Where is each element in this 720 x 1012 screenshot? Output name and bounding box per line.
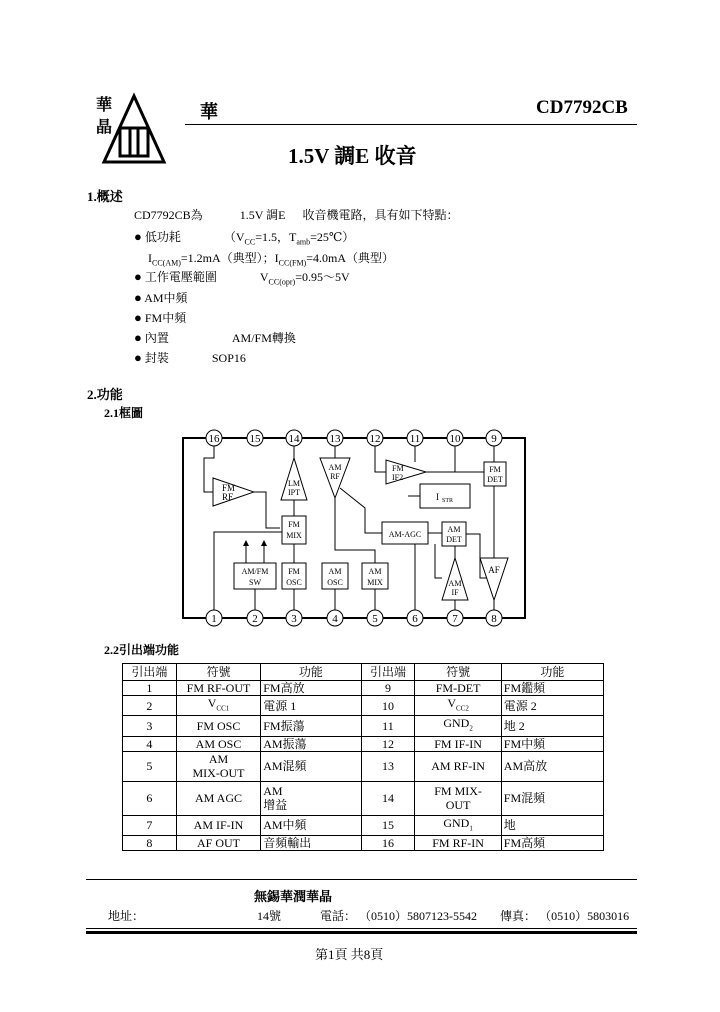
cell: AM中頻 xyxy=(261,815,361,835)
table-row xyxy=(123,781,604,815)
cell: 15 xyxy=(361,815,415,835)
svg-text:IPT: IPT xyxy=(288,488,300,497)
cell: AM MIX-OUT xyxy=(176,751,260,781)
table-row xyxy=(123,736,604,751)
cell: FM IF-IN xyxy=(415,736,501,751)
feature-1: ● 低功耗 （$V_{CC}=1.5$，$T_{amb}=25℃$） xyxy=(134,229,355,247)
pin-function-heading: 2.2引出端功能 xyxy=(104,643,180,657)
cell: 11 xyxy=(361,716,415,736)
cell: 14 xyxy=(361,781,415,815)
intro-rest: 收音機電路，具有如下特點： xyxy=(302,208,459,222)
cell: 8 xyxy=(123,836,177,851)
pin-table xyxy=(122,663,604,851)
header-rule xyxy=(185,124,637,125)
section2-heading: 2.功能 xyxy=(87,387,123,402)
feature-7: ● 封裝 SOP16 xyxy=(134,350,246,365)
cell: 地 xyxy=(501,815,603,835)
pin-13: 13 xyxy=(329,433,341,445)
fax-label: 傳真： xyxy=(500,909,537,923)
cell: AF OUT xyxy=(176,836,260,851)
cell: FM振蕩 xyxy=(261,716,361,736)
pin-3: 3 xyxy=(291,613,297,625)
svg-text:晶: 晶 xyxy=(96,119,113,136)
col-function-1: 功能 xyxy=(261,664,361,681)
cell: 電源 1 xyxy=(261,696,361,716)
svg-text:AM-AGC: AM-AGC xyxy=(388,530,422,539)
cell: AM混頻 xyxy=(261,751,361,781)
pin-9: 9 xyxy=(491,433,497,445)
svg-text:FM: FM xyxy=(392,464,404,473)
cell: FM鑑頻 xyxy=(501,681,603,696)
address-label: 地址： xyxy=(108,909,145,923)
tel-label: 電話： xyxy=(320,909,357,923)
cell: $V_{CC1}$ xyxy=(176,696,260,716)
pin-16: 16 xyxy=(208,433,220,445)
cell: FM-DET xyxy=(415,681,501,696)
pin-6: 6 xyxy=(412,613,418,625)
part-number: CD7792CB xyxy=(536,97,628,118)
cell: 4 xyxy=(123,736,177,751)
fax: （0510）5803016 xyxy=(539,909,630,923)
cell: $GND_2$ xyxy=(415,716,501,736)
cell: 7 xyxy=(123,815,177,835)
svg-text:RF: RF xyxy=(330,472,340,481)
svg-text:AM: AM xyxy=(447,525,461,534)
cell: 13 xyxy=(361,751,415,781)
fm-det-block xyxy=(484,446,506,558)
pin-12: 12 xyxy=(369,433,381,445)
cell: FM混頻 xyxy=(501,781,603,815)
intro-part: CD7792CB為 xyxy=(134,208,203,222)
feature-4: ● AM中頻 xyxy=(134,290,188,305)
cell: AM 增益 xyxy=(261,781,361,815)
pin-4: 4 xyxy=(332,613,338,625)
pin-15: 15 xyxy=(249,433,261,445)
section1-heading: 1.概述 xyxy=(87,189,123,204)
svg-text:AM/FM: AM/FM xyxy=(241,567,269,576)
cell: 電源 2 xyxy=(501,696,603,716)
col-symbol-1: 符號 xyxy=(176,664,260,681)
cell: 地 2 xyxy=(501,716,603,736)
pin-11: 11 xyxy=(409,433,421,445)
block-diagram-heading: 2.1框圖 xyxy=(104,406,144,420)
pin-8: 8 xyxy=(491,613,497,625)
cell: AM振蕩 xyxy=(261,736,361,751)
svg-text:AM: AM xyxy=(368,567,382,576)
table-row xyxy=(123,681,604,696)
cell: AM RF-IN xyxy=(415,751,501,781)
page-title: 1.5V 調E 收音 xyxy=(288,144,417,168)
block-diagram xyxy=(180,428,530,628)
svg-text:AF: AF xyxy=(488,565,500,575)
cell: 3 xyxy=(123,716,177,736)
svg-text:MIX: MIX xyxy=(286,531,302,540)
cell: 6 xyxy=(123,781,177,815)
col-pin-2: 引出端 xyxy=(361,664,415,681)
intro-line xyxy=(134,206,458,223)
intro-voltage: 1.5V 調E xyxy=(239,208,286,222)
cell: 12 xyxy=(361,736,415,751)
am-rf-block xyxy=(320,446,375,563)
footer-rule-thick xyxy=(86,931,637,934)
pin-10: 10 xyxy=(449,433,461,445)
svg-text:I: I xyxy=(436,492,439,502)
svg-text:OSC: OSC xyxy=(327,578,343,587)
cell: $GND_1$ xyxy=(415,815,501,835)
footer-company: 無錫華潤華晶 xyxy=(254,889,333,904)
cell: FM中頻 xyxy=(501,736,603,751)
cell: 音頻輸出 xyxy=(261,836,361,851)
cell: AM AGC xyxy=(176,781,260,815)
col-pin-1: 引出端 xyxy=(123,664,177,681)
company-logo xyxy=(94,92,172,168)
svg-text:RF: RF xyxy=(222,492,234,502)
cell: 1 xyxy=(123,681,177,696)
cell: FM RF-OUT xyxy=(176,681,260,696)
fm-osc-block xyxy=(282,563,306,610)
logo-text: 華 xyxy=(96,97,113,114)
cell: FM高放 xyxy=(261,681,361,696)
pin-7: 7 xyxy=(452,613,458,625)
cell: FM MIX- OUT xyxy=(415,781,501,815)
pin-2: 2 xyxy=(252,613,258,625)
address: 14號 xyxy=(257,909,282,923)
cell: 10 xyxy=(361,696,415,716)
svg-text:AM: AM xyxy=(448,579,462,588)
col-function-2: 功能 xyxy=(501,664,603,681)
footer-rule-top xyxy=(86,879,637,880)
pin-5: 5 xyxy=(372,613,378,625)
tel: （0510）5807123-5542 xyxy=(359,909,478,923)
company-short: 華 xyxy=(200,102,218,122)
cell: 2 xyxy=(123,696,177,716)
cell: 16 xyxy=(361,836,415,851)
svg-text:DET: DET xyxy=(446,535,462,544)
pin-1: 1 xyxy=(211,613,217,625)
cell: $V_{CC2}$ xyxy=(415,696,501,716)
table-row xyxy=(123,716,604,736)
amfm-sw-block xyxy=(234,540,276,610)
pin-14: 14 xyxy=(288,433,300,445)
table-header-row xyxy=(123,664,604,681)
cell: FM OSC xyxy=(176,716,260,736)
feature-5: ● FM中頻 xyxy=(134,310,187,325)
col-symbol-2: 符號 xyxy=(415,664,501,681)
am-osc-block xyxy=(322,563,348,610)
svg-text:AM: AM xyxy=(328,463,342,472)
table-row xyxy=(123,815,604,835)
svg-text:IF: IF xyxy=(451,588,459,597)
svg-text:MIX: MIX xyxy=(367,578,383,587)
feature-6: ● 內置 AM/FM轉換 xyxy=(134,330,296,345)
fm-rf-block xyxy=(204,446,280,528)
cell: AM IF-IN xyxy=(176,815,260,835)
af-block xyxy=(480,558,508,610)
istr-block xyxy=(408,446,470,508)
cell: 5 xyxy=(123,751,177,781)
feature-2: $I_{CC(AM)}=1.2mA$（典型）；$I_{CC(FM)}=4.0mA$（典型） xyxy=(148,251,394,268)
footer-contact xyxy=(108,907,629,924)
svg-text:LM: LM xyxy=(288,479,300,488)
svg-text:SW: SW xyxy=(249,578,261,587)
cell: AM OSC xyxy=(176,736,260,751)
feature-3: ● 工作電壓範圍 $V_{CC(opr)}=0.95\sim 5V$ xyxy=(134,269,350,287)
am-if-block xyxy=(435,544,468,610)
footer-rule-thin xyxy=(86,928,637,929)
fm-if2-block xyxy=(375,446,485,484)
cell: FM高頻 xyxy=(501,836,603,851)
table-row xyxy=(123,836,604,851)
lm-ipt-block xyxy=(281,446,307,516)
svg-text:DET: DET xyxy=(487,475,503,484)
cell: FM RF-IN xyxy=(415,836,501,851)
page-number: 第1頁 共8頁 xyxy=(315,947,384,962)
am-agc-block xyxy=(340,488,428,610)
table-row xyxy=(123,751,604,781)
svg-text:FM: FM xyxy=(222,483,236,493)
svg-text:AM: AM xyxy=(328,567,342,576)
table-row xyxy=(123,696,604,716)
cell: 9 xyxy=(361,681,415,696)
svg-text:STR: STR xyxy=(442,498,454,504)
am-mix-block xyxy=(362,563,388,610)
svg-text:FM: FM xyxy=(489,465,501,474)
svg-text:FM: FM xyxy=(288,567,300,576)
svg-text:FM: FM xyxy=(288,520,300,529)
cell: AM高放 xyxy=(501,751,603,781)
svg-text:IF2: IF2 xyxy=(392,473,404,482)
svg-text:OSC: OSC xyxy=(286,578,302,587)
